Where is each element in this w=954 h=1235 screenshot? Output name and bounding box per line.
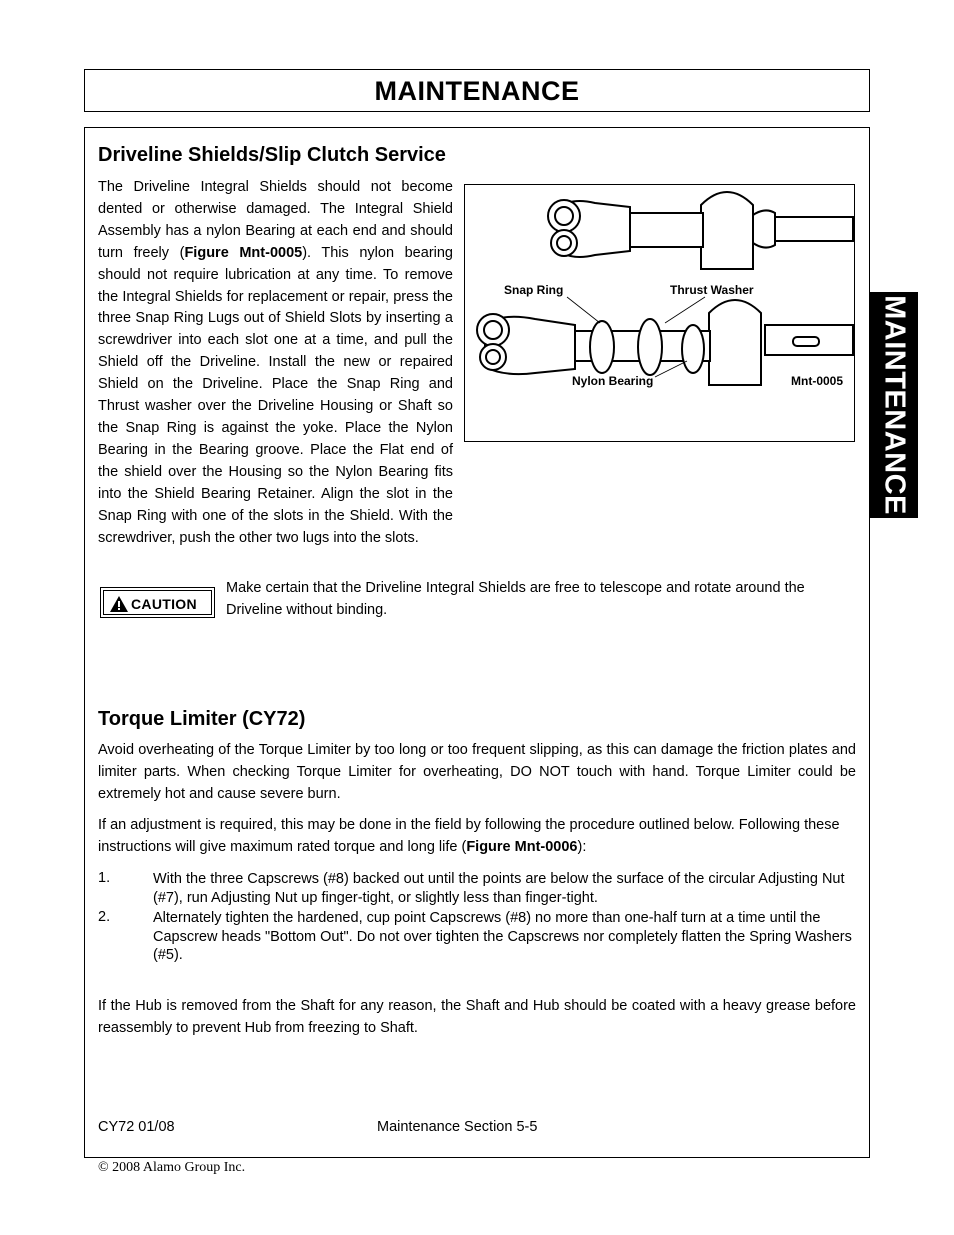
lower-yoke-hole-1 xyxy=(484,321,502,339)
figure-reference-mnt-0005: Figure Mnt-0005 xyxy=(184,244,303,261)
torque-p2-text-a: If an adjustment is required, this may be done in the field by following the procedure outlined below. Following these instructions will give maximum rated torque and long life ( xyxy=(98,817,840,855)
nylon-bearing-part xyxy=(682,325,704,373)
step-text: Alternately tighten the hardened, cup point Capscrews (#8) no more than one-half turn at a time until the Capscrew heads "Bottom Out". Do not over tighten the Capscrews nor completely flatten the Spring Washers (#5). xyxy=(153,910,852,963)
figure-id: Mnt-0005 xyxy=(791,374,844,388)
warning-triangle-icon xyxy=(110,596,128,612)
torque-paragraph-3: If the Hub is removed from the Shaft for any reason, the Shaft and Hub should be coated with a heavy grease before reassembly to prevent Hub from freezing to Shaft. xyxy=(98,998,856,1036)
step-number: 2. xyxy=(98,909,111,925)
figure-mnt-0005 xyxy=(464,184,855,442)
label-thrust-washer: Thrust Washer xyxy=(670,283,754,297)
upper-shaft xyxy=(765,217,853,241)
label-snap-ring: Snap Ring xyxy=(504,283,564,297)
side-tab-label: MAINTENANCE xyxy=(878,295,910,515)
driveline-text-a: The Driveline Integral Shields should not become dented or otherwise damaged. The Integral Shield Assembly has a nylon Bearing at each end and should turn freely ( xyxy=(98,179,453,261)
caution-label: CAUTION xyxy=(131,596,197,612)
caution-text: Make certain that the Driveline Integral Shields are free to telescope and rotate around the Driveline without binding. xyxy=(226,580,805,618)
upper-tube xyxy=(625,213,703,247)
lower-shaft-slot xyxy=(793,337,819,346)
step-number: 1. xyxy=(98,870,111,886)
upper-yoke-hole-1 xyxy=(555,207,573,225)
upper-shaft-boot xyxy=(753,210,775,247)
driveline-illustration xyxy=(465,185,854,441)
upper-yoke-hole-2 xyxy=(557,236,571,250)
footer-copyright: © 2008 Alamo Group Inc. xyxy=(98,1160,246,1175)
lower-yoke-hole-2 xyxy=(486,350,500,364)
page-title: MAINTENANCE xyxy=(374,76,580,106)
lower-shield-cone xyxy=(709,300,761,385)
thrust-washer-leader xyxy=(665,297,705,323)
torque-paragraph-2 xyxy=(98,815,856,859)
label-nylon-bearing: Nylon Bearing xyxy=(572,374,654,388)
step-text: With the three Capscrews (#8) backed out until the points are below the surface of the circular Adjusting Nut (#7), run Adjusting Nut up finger-tight, or slightly less than finger-tight. xyxy=(153,871,845,906)
footer-model-date: CY72 01/08 xyxy=(98,1119,175,1135)
section-heading-torque-limiter: Torque Limiter (CY72) xyxy=(98,708,306,730)
figure-reference-mnt-0006: Figure Mnt-0006 xyxy=(466,838,578,855)
footer-section: Maintenance Section 5-5 xyxy=(377,1119,538,1135)
snap-ring-part xyxy=(590,321,614,373)
torque-paragraph-1: Avoid overheating of the Torque Limiter by too long or too frequent slipping, as this can damage the friction plates and limiter parts. When checking Torque Limiter for overheating, DO NOT touch with hand. Torque Limiter could be extremely hot and cause severe burn. xyxy=(98,742,856,802)
snap-ring-leader xyxy=(567,297,600,323)
thrust-washer-part xyxy=(638,319,662,375)
driveline-text-b: ). This nylon bearing should not require lubrication at any time. To remove the Integral Shields for replacement or repair, press the three Snap Ring Lugs out of Shield Slots by inserting a screwdriver into each slot one at a time, and pull the Shield off the Driveline. Install the new or repaired Shield on the Driveline. Place the Snap Ring and Thrust washer over the Driveline Housing or Shaft so the Snap Ring is against the yoke. Place the Nylon Bearing in the Bearing groove. Place the Flat end of the shield over the Housing so the Nylon Bearing fits into the Shield Bearing Retainer. Align the slot in the Snap Ring with one of the slots in the Shield. With the screwdriver, push the other two lugs into the slots. xyxy=(98,244,453,546)
upper-shield-cone xyxy=(701,192,753,269)
caution-badge xyxy=(100,587,215,618)
torque-p2-text-b: ): xyxy=(577,838,587,855)
driveline-paragraph xyxy=(98,177,453,549)
page-header xyxy=(84,69,870,112)
section-side-tab xyxy=(869,292,918,518)
section-heading-driveline: Driveline Shields/Slip Clutch Service xyxy=(98,144,446,166)
